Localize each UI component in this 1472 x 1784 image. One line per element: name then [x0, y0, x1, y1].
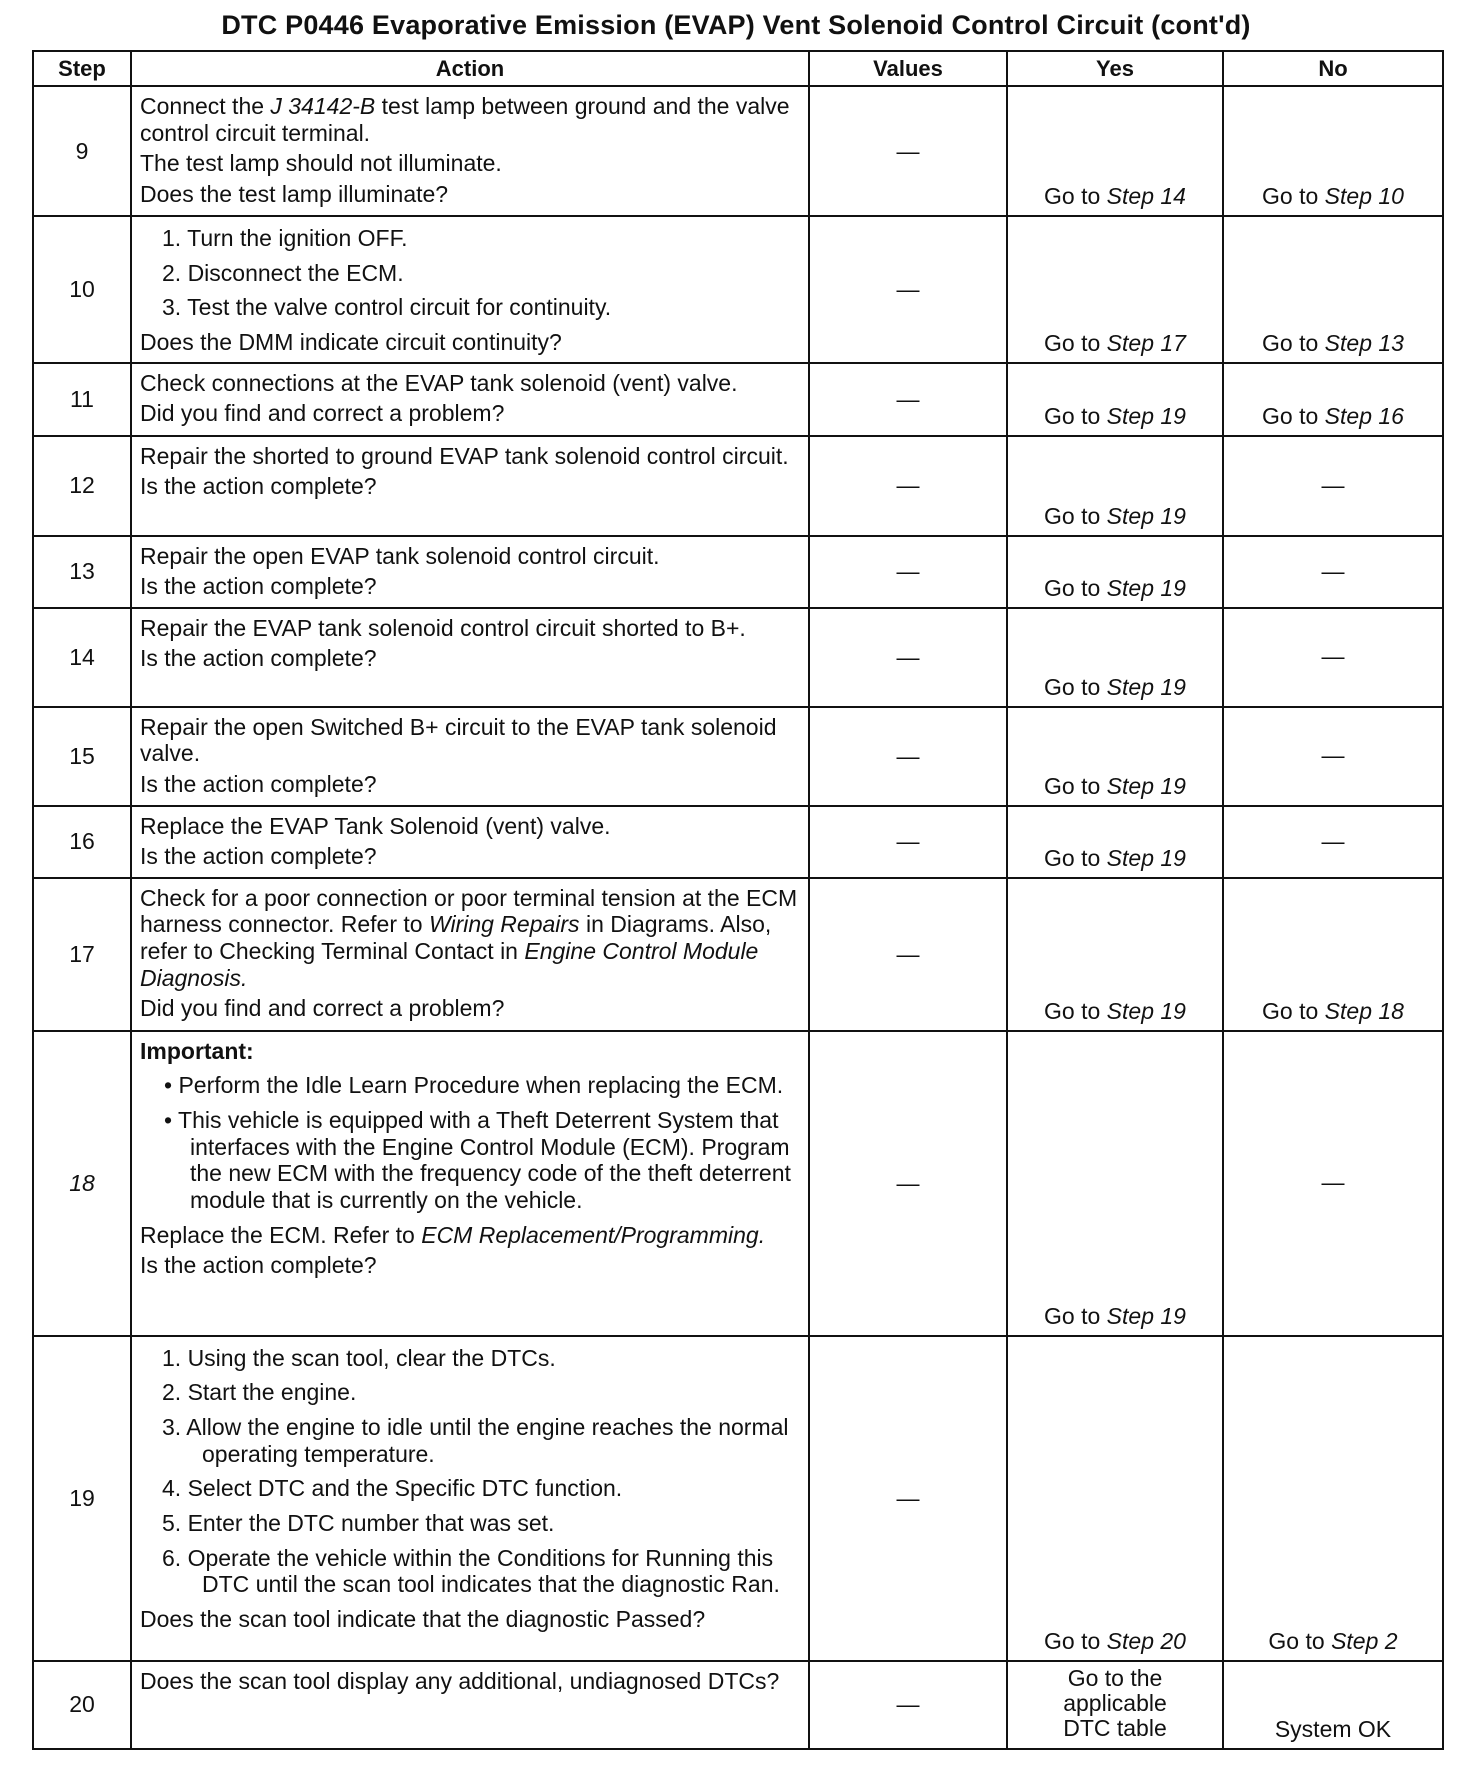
table-row-step-19: [33, 1336, 1443, 1661]
values-cell: —: [809, 806, 1007, 878]
action-cell: [131, 536, 809, 608]
numbered-step: 4. Select DTC and the Specific DTC function.: [162, 1475, 623, 1502]
page-title: DTC P0446 Evaporative Emission (EVAP) Vent Solenoid Control Circuit (cont'd): [221, 10, 1251, 40]
action-question: Is the action complete?: [140, 645, 377, 672]
table-row-step-10: [33, 216, 1443, 363]
step-number: 12: [33, 436, 131, 536]
numbered-step: 2. Start the engine.: [162, 1379, 357, 1406]
values-cell: —: [809, 216, 1007, 363]
yes-cell: Go to Step 19: [1007, 806, 1223, 878]
numbered-step: 3. Test the valve control circuit for continuity.: [162, 294, 612, 321]
yes-cell: Go to Step 14: [1007, 86, 1223, 216]
manual-reference: ECM Replacement/Programming.: [421, 1221, 766, 1248]
values-cell: —: [809, 1031, 1007, 1336]
numbered-step: 2. Disconnect the ECM.: [162, 259, 404, 286]
yes-cell: Go to Step 19: [1007, 536, 1223, 608]
header-action: Action: [131, 51, 809, 86]
step-number: 11: [33, 363, 131, 436]
bullet-item: • This vehicle is equipped with a Theft Deterrent System that interfaces with the Engine Control Module (ECM). Program the new ECM with the frequency code of the theft deterrent module that is currently on the vehicle.: [164, 1107, 791, 1214]
step-number: 16: [33, 806, 131, 878]
action-cell: [131, 1336, 809, 1661]
diagnostic-table: [32, 50, 1444, 1750]
step-number: 9: [33, 86, 131, 216]
header-step: Step: [33, 51, 131, 86]
no-cell: —: [1223, 1031, 1443, 1336]
action-text: Check for a poor connection or poor terminal tension at the ECM harness connector. Refer to Wiring Repairs in Diagrams. Also, refer to Checking Terminal Contact in Engine Control Module Diagnosis.: [140, 884, 798, 991]
action-cell: [131, 216, 809, 363]
action-cell: [131, 436, 809, 536]
values-cell: —: [809, 1336, 1007, 1661]
no-cell: Go to Step 13: [1223, 216, 1443, 363]
table-row-step-9: [33, 86, 1443, 216]
values-cell: —: [809, 878, 1007, 1031]
table-row-step-17: [33, 878, 1443, 1031]
yes-cell: Go to Step 20: [1007, 1336, 1223, 1661]
values-cell: —: [809, 436, 1007, 536]
step-number: 10: [33, 216, 131, 363]
action-question: Does the scan tool indicate that the diagnostic Passed?: [140, 1606, 706, 1633]
values-cell: —: [809, 707, 1007, 806]
action-cell: [131, 363, 809, 436]
table-row-step-11: [33, 363, 1443, 436]
values-cell: —: [809, 86, 1007, 216]
yes-cell: Go to Step 19: [1007, 707, 1223, 806]
no-cell: System OK: [1223, 1661, 1443, 1749]
values-cell: —: [809, 536, 1007, 608]
manual-reference: Engine Control Module Diagnosis.: [140, 938, 759, 991]
action-cell: [131, 86, 809, 216]
yes-line: DTC table: [1063, 1715, 1167, 1742]
action-question: Does the scan tool display any additional, undiagnosed DTCs?: [140, 1667, 780, 1694]
action-text: Repair the open EVAP tank solenoid control circuit.: [140, 542, 660, 569]
table-row-step-18: [33, 1031, 1443, 1336]
header-yes: Yes: [1007, 51, 1223, 86]
action-text: Replace the EVAP Tank Solenoid (vent) valve.: [140, 812, 611, 839]
action-cell: [131, 1031, 809, 1336]
action-text: Repair the shorted to ground EVAP tank solenoid control circuit.: [140, 442, 789, 469]
action-text: Repair the EVAP tank solenoid control circuit shorted to B+.: [140, 614, 746, 641]
yes-cell: Go to Step 19: [1007, 436, 1223, 536]
values-cell: —: [809, 1661, 1007, 1749]
values-cell: —: [809, 363, 1007, 436]
action-question: Is the action complete?: [140, 573, 377, 600]
numbered-step: 5. Enter the DTC number that was set.: [162, 1510, 555, 1537]
yes-cell: Go to Step 19: [1007, 878, 1223, 1031]
numbered-step: 1. Using the scan tool, clear the DTCs.: [162, 1344, 556, 1371]
header-values: Values: [809, 51, 1007, 86]
action-text: Check connections at the EVAP tank solenoid (vent) valve.: [140, 369, 738, 396]
no-cell: Go to Step 16: [1223, 363, 1443, 436]
values-cell: —: [809, 608, 1007, 707]
manual-reference: Wiring Repairs: [428, 911, 580, 938]
action-cell: [131, 707, 809, 806]
yes-cell: Go to Step 19: [1007, 1031, 1223, 1336]
action-question: Is the action complete?: [140, 771, 377, 798]
numbered-step: 6. Operate the vehicle within the Conditions for Running this DTC until the scan tool indicates that the diagnostic Ran.: [162, 1544, 780, 1598]
action-question: Is the action complete?: [140, 843, 377, 870]
step-number: 14: [33, 608, 131, 707]
table-row-step-20: [33, 1661, 1443, 1749]
table-header-row: [33, 51, 1443, 86]
action-cell: [131, 1661, 809, 1749]
table-row-step-16: [33, 806, 1443, 878]
action-question: Does the DMM indicate circuit continuity?: [140, 329, 562, 356]
no-cell: —: [1223, 536, 1443, 608]
no-cell: —: [1223, 707, 1443, 806]
action-text: Repair the open Switched B+ circuit to the EVAP tank solenoid valve.: [140, 713, 777, 767]
no-cell: Go to Step 2: [1223, 1336, 1443, 1661]
yes-cell: [1007, 1661, 1223, 1749]
no-cell: Go to Step 10: [1223, 86, 1443, 216]
action-text: Replace the ECM. Refer to ECM Replacement/Programming.: [140, 1221, 766, 1248]
no-cell: Go to Step 18: [1223, 878, 1443, 1031]
action-question: Did you find and correct a problem?: [140, 995, 505, 1022]
table-row-step-15: [33, 707, 1443, 806]
no-cell: —: [1223, 436, 1443, 536]
table-row-step-12: [33, 436, 1443, 536]
action-cell: [131, 806, 809, 878]
step-number: 19: [33, 1336, 131, 1661]
step-number: 17: [33, 878, 131, 1031]
step-number: 13: [33, 536, 131, 608]
step-number: 20: [33, 1661, 131, 1749]
action-question: Is the action complete?: [140, 473, 377, 500]
important-heading: Important:: [140, 1037, 254, 1064]
action-cell: [131, 878, 809, 1031]
action-text: Connect the J 34142-B test lamp between ground and the valve control circuit terminal.: [140, 93, 790, 146]
yes-cell: Go to Step 19: [1007, 363, 1223, 436]
action-cell: [131, 608, 809, 707]
action-question: Does the test lamp illuminate?: [140, 181, 449, 208]
action-question: Is the action complete?: [140, 1252, 377, 1279]
table-row-step-13: [33, 536, 1443, 608]
action-question: Did you find and correct a problem?: [140, 400, 505, 427]
yes-cell: Go to Step 19: [1007, 608, 1223, 707]
step-number: 15: [33, 707, 131, 806]
tool-reference: J 34142-B: [270, 93, 376, 119]
bullet-item: • Perform the Idle Learn Procedure when replacing the ECM.: [164, 1072, 784, 1099]
no-cell: —: [1223, 608, 1443, 707]
yes-line: Go to the: [1067, 1664, 1163, 1691]
numbered-step: 1. Turn the ignition OFF.: [162, 225, 408, 251]
step-number: 18: [33, 1031, 131, 1336]
numbered-step: 3. Allow the engine to idle until the engine reaches the normal operating temperature.: [162, 1414, 789, 1467]
yes-line: applicable: [1063, 1689, 1167, 1716]
no-cell: —: [1223, 806, 1443, 878]
header-no: No: [1223, 51, 1443, 86]
action-text: The test lamp should not illuminate.: [140, 150, 502, 177]
yes-cell: Go to Step 17: [1007, 216, 1223, 363]
table-row-step-14: [33, 608, 1443, 707]
